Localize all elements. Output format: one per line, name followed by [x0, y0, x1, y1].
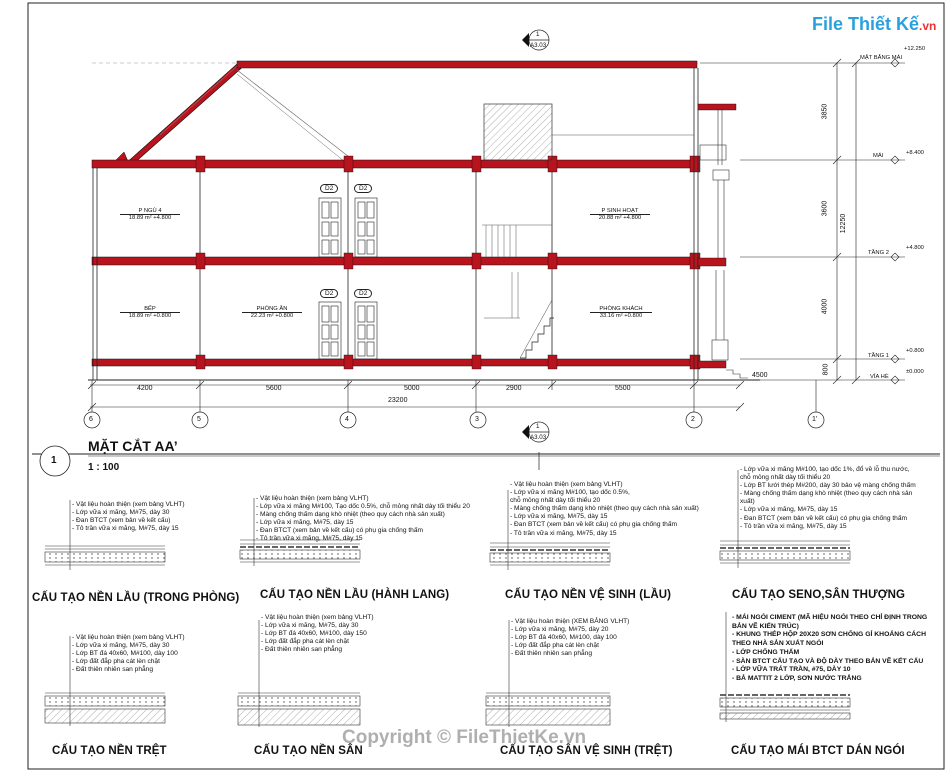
door-tag: D2 — [354, 289, 372, 298]
detail-notes-floor-corridor — [256, 495, 470, 544]
grid-axis-4: 4 — [345, 416, 349, 423]
room-area: 20.88 m² — [598, 215, 622, 221]
detail-title-floor-corridor: CẤU TẠO NỀN LẦU (HÀNH LANG) — [260, 589, 450, 601]
logo — [812, 14, 936, 35]
vertical-dim-total: 12250 — [840, 213, 848, 234]
grid-axis-2: 2 — [691, 416, 695, 423]
room-level: +4.800 — [623, 215, 642, 221]
note-line: - Lớp vữa xi măng M#100, tạo dốc 0.5%, — [510, 489, 630, 497]
horizontal-dim-total: 23200 — [388, 397, 408, 404]
note-line: - Màng chống thấm dạng khò nhiệt (theo quy cách nhà sản — [740, 490, 913, 498]
section-drawing — [32, 30, 940, 476]
horizontal-dim-2: 5600 — [266, 385, 282, 392]
note-line: BẢN VẼ KIẾN TRÚC) — [732, 622, 799, 630]
detail-notes-wc-upper — [510, 481, 699, 538]
note-line: - SÀN BTCT CẤU TẠO VÀ ĐỘ DÀY THEO BẢN VẼ KẾT CẤU — [732, 657, 924, 665]
detail-title-tile-roof: CẤU TẠO MÁI BTCT DÁN NGÓI — [731, 745, 905, 757]
detail-notes-gutter-terrace — [740, 466, 916, 531]
horizontal-dim-3: 5000 — [404, 385, 420, 392]
room-area: 22.23 m² — [250, 313, 274, 319]
section-scale: 1 : 100 — [88, 462, 120, 473]
door-tag: D2 — [320, 184, 338, 193]
horizontal-dim-6: 4500 — [752, 372, 768, 379]
grid-axis-6: 6 — [89, 416, 93, 423]
note-line: - Vật liệu hoàn thiện (XEM BẢNG VLHT) — [511, 618, 630, 625]
horizontal-dim-5: 5500 — [615, 385, 631, 392]
note-line: xuất) — [740, 498, 755, 506]
level-label-roof-plan: MẶT BẰNG MÁI — [860, 55, 903, 61]
door-tag: D2 — [354, 184, 372, 193]
note-line: - Lớp đất đắp pha cát lèn chặt — [511, 642, 599, 650]
level-value-roof: +8.400 — [906, 150, 924, 156]
note-line: - Tô trần vữa xi măng, M#75, dày 15 — [256, 535, 363, 543]
detail-title-wc-ground: CẤU TẠO SÂN VỆ SINH (TRỆT) — [500, 745, 673, 757]
level-label-floor-2: TẦNG 2 — [868, 250, 889, 256]
note-line: - Vật liệu hoàn thiện (xem bảng VLHT) — [256, 495, 369, 502]
room-tag-guest — [590, 306, 652, 319]
room-level: +0.800 — [275, 313, 294, 319]
note-line: - Đan BTCT (xem bản về kết cấu) có phụ gia chống thấm — [740, 514, 908, 522]
note-line: chỗ mỏng nhất dày tối thiểu 20 — [510, 497, 601, 505]
detail-notes-floor-room — [72, 501, 185, 533]
detail-notes-tile-roof — [732, 614, 927, 684]
detail-notes-ground-floor — [72, 634, 185, 674]
note-line: - Vật liệu hoàn thiện (xem bảng VLHT) — [72, 501, 185, 508]
note-line: - Lớp vữa xi măng, M#75, dày 30 — [72, 642, 170, 650]
detail-title-gutter-terrace: CẤU TẠO SENO,SÂN THƯỢNG — [732, 589, 906, 601]
detail-notes-wc-ground — [511, 618, 629, 658]
level-label-roof: MÁI — [873, 153, 884, 159]
room-tag-dining — [242, 306, 302, 319]
vertical-dim-4: 800 — [822, 363, 830, 376]
level-value-roof-plan: +12.250 — [904, 46, 926, 52]
note-line: - Lớp vữa xi măng, M#75, dày 15 — [740, 506, 838, 514]
room-tag-kitchen — [120, 306, 180, 319]
detail-notes-yard — [261, 614, 374, 654]
note-line: - KHUNG THÉP HỘP 20X20 SƠN CHỐNG GỈ KHOẢNG CÁCH — [732, 631, 926, 639]
room-name: P NGỦ 4 — [120, 208, 180, 215]
grid-axis-1-prime: 1' — [812, 416, 818, 423]
note-line: - Vật liệu hoàn thiện (xem bảng VLHT) — [261, 614, 374, 621]
room-name: BẾP — [120, 306, 180, 313]
note-line: - Lớp vữa xi măng, M#75, dày 15 — [510, 513, 608, 521]
detail-title-floor-room: CẤU TẠO NỀN LẦU (TRONG PHÒNG) — [32, 592, 240, 604]
note-line: - Đan BTCT (xem bản về kết cấu) có phụ gia chống thấm — [256, 527, 424, 535]
note-line: chỗ mỏng nhất dày tối thiểu 20 — [740, 474, 831, 482]
note-line: - Tô trần vữa xi măng, M#75, dày 15 — [72, 525, 179, 533]
room-name: PHÒNG ĂN — [242, 306, 302, 313]
room-area: 18.89 m² — [128, 215, 152, 221]
note-line: - Lớp BT đá 40x60, M#100, dày 150 — [261, 630, 367, 638]
note-line: - Lớp vữa xi măng M#100, tạo dốc 1%, đổ về lỗ thu nước, — [740, 466, 910, 473]
note-line: - Lớp vữa xi măng, M#75, dày 30 — [72, 509, 170, 517]
note-line: - Lớp vữa xi măng, M#75, dày 20 — [511, 626, 609, 634]
level-value-floor-1: +0.800 — [906, 348, 924, 354]
note-line: - Lớp vữa xi măng, M#75, dày 15 — [256, 519, 354, 527]
horizontal-dim-1: 4200 — [137, 385, 153, 392]
section-marker-bottom-number: 1 — [536, 423, 540, 430]
room-tag-bedroom-4 — [120, 208, 180, 221]
section-marker-top-number: 1 — [536, 31, 540, 38]
note-line: - Lớp BT lưới thép M#200, dày 30 bảo vệ màng chống thấm — [740, 482, 916, 490]
room-area: 18.89 m² — [128, 313, 152, 319]
section-marker-bottom-sheet: A3.03 — [530, 434, 547, 441]
note-line: - Đất thiên nhiên san phẳng — [511, 650, 593, 658]
level-label-sidewalk: VỈA HÈ — [870, 374, 889, 380]
note-line: - Lớp đất đắp pha cát lèn chặt — [72, 658, 160, 666]
note-line: - Đan BTCT (xem bản về kết cấu) có phụ gia chống thấm — [510, 521, 678, 529]
section-title: MẶT CẮT AA’ — [88, 438, 178, 454]
title-number: 1 — [51, 455, 57, 466]
note-line: - Màng chống thấm dạng khò nhiệt (theo quy cách nhà sản xuất) — [510, 505, 699, 513]
note-line: - Màng chống thấm dạng khò nhiệt (theo quy cách nhà sản xuất) — [256, 511, 445, 519]
level-value-sidewalk: ±0.000 — [906, 369, 924, 375]
note-line: - Đan BTCT (xem bản về kết cấu) — [72, 517, 171, 525]
note-line: - BẢ MATTIT 2 LỚP, SƠN NƯỚC TRẮNG — [732, 674, 862, 682]
logo-suffix: .vn — [919, 19, 937, 33]
level-label-floor-1: TẦNG 1 — [868, 353, 889, 359]
note-line: - Lớp BT đá 40x60, M#100, dày 100 — [72, 650, 178, 658]
room-tag-living — [590, 208, 650, 221]
level-value-floor-2: +4.800 — [906, 245, 924, 251]
logo-text: File Thiết Kế — [812, 14, 920, 34]
horizontal-dim-4: 2900 — [506, 385, 522, 392]
grid-axis-3: 3 — [475, 416, 479, 423]
note-line: - Lớp BT đá 40x60, M#100, dày 100 — [511, 634, 617, 642]
note-line: - Lớp vữa xi măng, M#75, dày 30 — [261, 622, 359, 630]
room-name: PHÒNG KHÁCH — [590, 306, 652, 313]
room-name: P SINH HOẠT — [590, 208, 650, 215]
note-line: - Đất thiên nhiên san phẳng — [261, 646, 343, 654]
room-level: +0.800 — [624, 313, 643, 319]
detail-title-ground-floor: CẤU TẠO NỀN TRỆT — [52, 745, 167, 757]
vertical-dim-1: 3850 — [821, 103, 829, 120]
detail-title-yard: CẤU TẠO NỀN SÂN — [254, 745, 363, 757]
vertical-dim-2: 3600 — [821, 200, 829, 217]
room-area: 33.16 m² — [599, 313, 623, 319]
detail-title-wc-upper: CẤU TẠO NỀN VỆ SINH (LẦU) — [505, 589, 672, 601]
note-line: THEO NHÀ SẢN XUẤT NGÓI — [732, 640, 824, 648]
note-line: - Vật liệu hoàn thiện (xem bảng VLHT) — [72, 634, 185, 641]
watermark: Copyright © FileThietKe.vn — [342, 727, 587, 748]
note-line: - LỚP CHỐNG THẤM — [732, 648, 800, 656]
note-line: - Đất thiên nhiên san phẳng — [72, 666, 154, 674]
note-line: - LỚP VỮA TRÁT TRẦN, #75, DÀY 10 — [732, 666, 851, 674]
note-line: - Tô trần vữa xi măng, M#75, dày 15 — [740, 522, 847, 530]
door-tag: D2 — [320, 289, 338, 298]
note-line: - Vật liệu hoàn thiện (xem bảng VLHT) — [510, 481, 623, 488]
room-level: +4.800 — [153, 215, 172, 221]
grid-axis-5: 5 — [197, 416, 201, 423]
room-level: +0.800 — [153, 313, 172, 319]
section-marker-top-sheet: A3.03 — [530, 42, 547, 49]
note-line: - Lớp vữa xi măng M#100, Tạo dốc 0.5%, chỗ mỏng nhất dày tối thiểu 20 — [256, 503, 470, 511]
note-line: - Lớp đất đắp pha cát lèn chặt — [261, 638, 349, 646]
note-line: - Tô trần vữa xi măng, M#75, dày 15 — [510, 529, 617, 537]
vertical-dim-3: 4000 — [821, 298, 829, 315]
note-line: - MÁI NGÓI CIMENT (MÃ HIỆU NGÓI THEO CHỈ ĐỊNH TRONG — [732, 614, 928, 621]
